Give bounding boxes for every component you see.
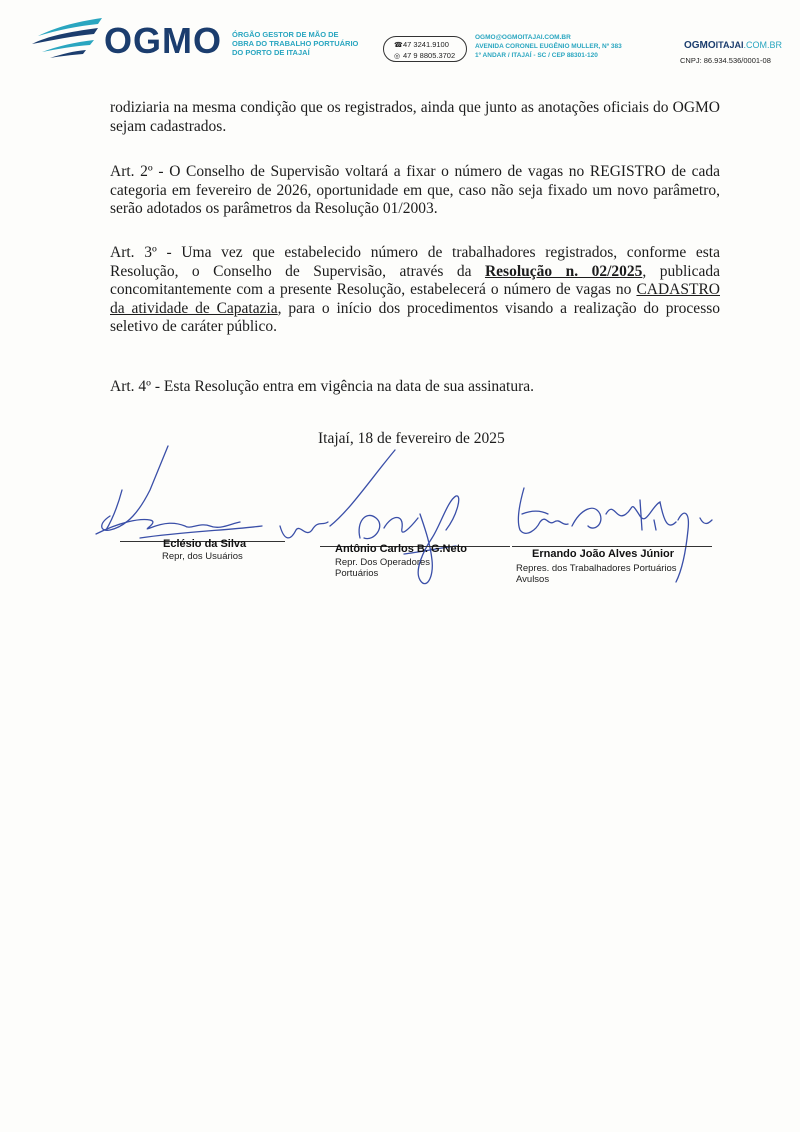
signature-line-3 [512,546,712,547]
contact-phones [383,36,467,62]
paragraph-article-4: Art. 4º - Esta Resolução entra em vigência na data de sua assinatura. [110,378,535,395]
phone-number: 47 3241.9100 [403,40,449,49]
letterhead [0,0,800,80]
address-line-1: AVENIDA CORONEL EUGÊNIO MULLER, Nº 383 [475,43,622,50]
ogmo-wave-logo-icon [28,14,104,58]
signatory-2-role: Repr. Dos Operadores Portuários [335,557,431,579]
signatory-1-role: Repr, dos Usuários [162,551,243,562]
date-location: Itajaí, 18 de fevereiro de 2025 [318,430,505,447]
paragraph-article-2: Art. 2º - O Conselho de Supervisão voltará a fixar o número de vagas no REGISTRO de cada categoria em fevereiro de 2026, oportunidade em que, caso não seja fixado um novo parâmetro, serão adotados os parâmetros da Resolução 01/2003. [110,163,720,217]
cadastro-reference: CADASTRO [636,281,720,298]
resolution-reference: Resolução n. 02/2025 [484,262,643,280]
capatazia-reference: da atividade de Capatazia [110,299,278,317]
paragraph-article-3: Art. 3º - Uma vez que estabelecido número de trabalhadores registrados, conforme esta Resolução, o Conselho de Supervisão, através da Resolução n. 02/2025, publicada concomitantemente com a presente Resolução, estabelecerá o número de vagas no CADASTRO da atividade de Capatazia, para o início dos procedimentos visando a realização do processo seletivo de caráter público. [110,244,721,335]
handwritten-signatures [0,430,800,610]
address-line-2: 1º ANDAR / ITAJAÍ - SC / CEP 88301-120 [475,52,598,59]
brand-wordmark: OGMO [104,20,222,61]
paragraph-1: rodiziaria na mesma condição que os registrados, ainda que junto as anotações oficiais do OGMO sejam cadastrados. [110,99,720,135]
whatsapp-icon: ◎ [394,53,401,60]
contact-address [475,33,675,60]
website: OGMOITAJAI.COM.BR [684,40,783,51]
signatory-1-name: Eclésio da Silva [163,538,247,550]
signatory-3-name: Ernando João Alves Júnior [532,548,675,560]
email: OGMO@OGMOITAJAI.COM.BR [475,34,571,41]
cnpj: CNPJ: 86.934.536/0001-08 [680,56,771,65]
signatory-2-name: Antônio Carlos B. G.Neto [335,543,467,555]
whatsapp-number: 47 9 8805.3702 [403,51,456,60]
phone-icon: ☎ [394,42,403,49]
brand-description: ÓRGÃO GESTOR DE MÃO DE OBRA DO TRABALHO PORTUÁRIO DO PORTO DE ITAJAÍ [232,30,359,57]
signatory-3-role: Repres. dos Trabalhadores Portuários Avulsos [516,563,677,585]
